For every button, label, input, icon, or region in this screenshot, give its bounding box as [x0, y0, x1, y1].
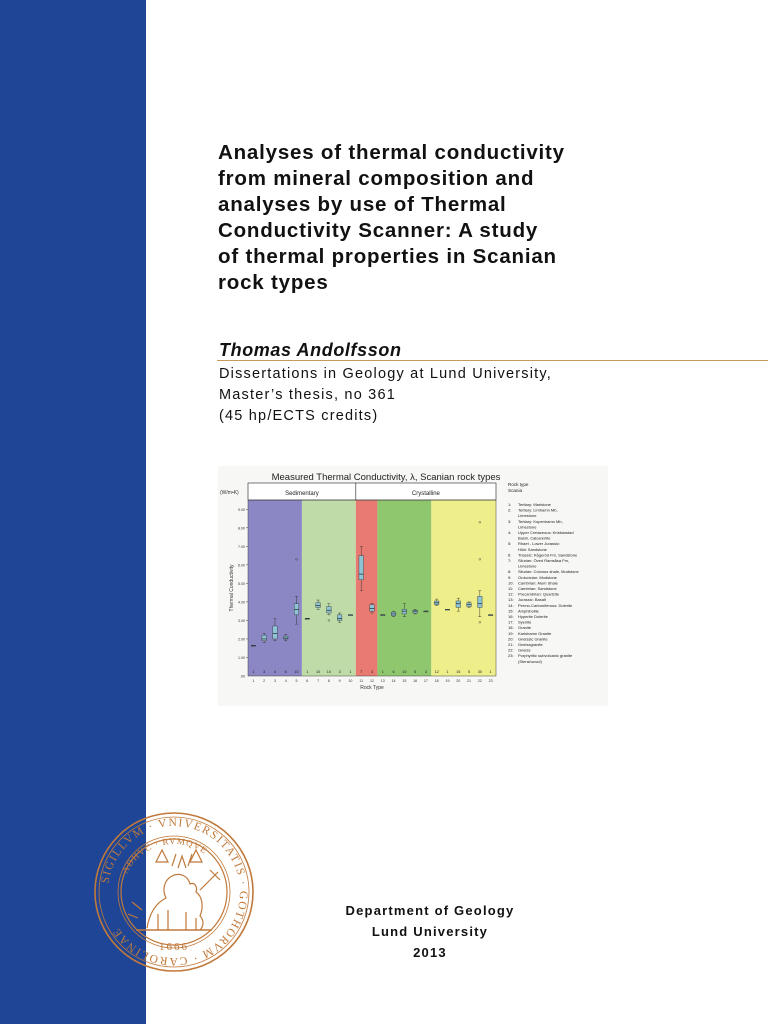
x-tick-label: 4 [284, 679, 287, 683]
box-iqr [316, 603, 321, 608]
chart-title: Measured Thermal Conductivity, λ, Scanian rock types [271, 472, 501, 483]
box-iqr [413, 610, 418, 613]
sample-count-label: 5 [467, 670, 471, 674]
x-tick-label: 18 [434, 679, 439, 683]
legend-entry: Amphibolite [518, 608, 539, 614]
rock-band [356, 500, 378, 676]
group-label: Sedimentary [285, 491, 319, 497]
legend-entry: Tertiary: Marlstone [518, 502, 551, 507]
x-tick-label: 13 [380, 679, 385, 683]
legend-key: 10: [508, 580, 514, 586]
x-tick-label: 21 [467, 679, 472, 683]
legend-entry: Cambrian: Sandstone [518, 586, 557, 591]
legend-key: 21: [508, 642, 514, 647]
sample-count-label: 1 [349, 670, 352, 674]
title-line: Conductivity Scanner: A study [218, 219, 539, 242]
sample-count-label: 3 [263, 670, 266, 674]
legend-key: 16: [508, 614, 514, 619]
legend-key: 4: [508, 530, 512, 535]
department-line: 2013 [413, 945, 447, 960]
x-tick-label: 17 [423, 679, 428, 683]
legend-key: 17: [508, 619, 514, 625]
series-line: Master’s thesis, no 361 [219, 387, 396, 403]
legend-key: 12: [508, 591, 514, 597]
rock-band [302, 500, 356, 676]
legend-key: 8: [508, 569, 512, 575]
sample-count-label: 1 [446, 670, 449, 674]
y-tick-label: 6.00 [238, 563, 245, 568]
y-tick-label: 8.00 [238, 526, 245, 531]
title-line: of thermal properties in Scanian [218, 245, 557, 268]
y-tick-label: 2.00 [238, 637, 245, 642]
legend-entry: Cambrian: Alum Shale [518, 580, 558, 586]
legend-entry: Tertiary: Limhamn Mb, [518, 507, 558, 513]
sample-count-label: 1 [252, 670, 255, 674]
series-info [219, 364, 552, 427]
department-block [320, 900, 540, 963]
x-tick-label: 1 [252, 679, 255, 683]
box-iqr [283, 636, 288, 639]
boxplot-chart [218, 466, 608, 706]
legend-title: Rock type [508, 482, 529, 487]
x-tick-label: 11 [359, 679, 364, 683]
lion-emblem-icon [128, 850, 220, 930]
thesis-title [218, 140, 638, 296]
box-iqr [337, 615, 342, 621]
legend-key: 13: [508, 597, 514, 603]
group-label: Crystalline [411, 491, 440, 497]
legend-entry: Silurian: Colonus shale, Mudstone [518, 569, 579, 575]
thermal-conductivity-figure [218, 466, 608, 706]
legend-entry: Höör Sandstone [518, 546, 547, 552]
title-line: from mineral composition and [218, 167, 535, 190]
title-line: Analyses of thermal conductivity [218, 141, 565, 164]
x-tick-label: 2 [263, 679, 266, 683]
box-iqr [359, 556, 364, 580]
box-iqr [273, 626, 278, 639]
x-tick-label: 22 [477, 679, 482, 683]
legend-entry: Gneiss [518, 647, 531, 653]
sample-count-label: 3 [370, 670, 374, 674]
sample-count-label: 10 [294, 670, 299, 674]
sample-count-label: 10 [315, 670, 321, 674]
box-iqr [402, 609, 407, 614]
y-tick-label: 3.00 [238, 618, 245, 623]
legend-key: 6: [508, 552, 512, 558]
x-tick-label: 16 [413, 679, 418, 683]
box-iqr [478, 596, 483, 607]
department-line: Department of Geology [345, 903, 515, 918]
sample-count-label: 1 [489, 670, 492, 674]
legend-entry: Precambrian: Quartzite [518, 591, 560, 597]
sample-count-label: 15 [456, 670, 461, 674]
x-tick-label: 3 [273, 679, 276, 683]
legend-key: 19: [508, 630, 514, 636]
rock-band [248, 500, 302, 676]
box-iqr [456, 601, 461, 607]
legend-entry: Triassic: Kågeröd Fm, Sandstone [518, 552, 578, 558]
legend-key: 11: [508, 586, 514, 591]
x-tick-label: 6 [306, 679, 309, 683]
legend-entry: Rhaet - Lower Jurassic: [518, 541, 561, 547]
legend-key: 23: [508, 653, 514, 659]
department-line: Lund University [371, 924, 489, 939]
legend-entry: Hyperite Dolerite [518, 614, 548, 619]
university-seal-icon [92, 810, 256, 974]
sample-count-label: 10 [402, 670, 407, 674]
x-axis-label: Rock Type [360, 685, 384, 691]
legend-entry: Jurassic: Basalt [518, 597, 547, 603]
legend-entry: Karlshamn Granite [518, 630, 552, 636]
sample-count-label: 10 [326, 670, 331, 674]
y-tick-label: .00 [240, 674, 245, 679]
seal-ring-text: SIGILLVM · VNIVERSITATIS · GOTHORVM · CAROLINAE [99, 816, 250, 968]
title-line: analyses by use of Thermal [218, 193, 507, 216]
y-tick-label: 5.00 [238, 581, 245, 586]
x-tick-label: 9 [338, 679, 341, 683]
legend-key: 18: [508, 625, 514, 631]
y-axis-label: Thermal Conductivity [229, 564, 235, 612]
y-tick-label: 9.00 [238, 507, 245, 512]
x-tick-label: 8 [327, 679, 330, 683]
sample-count-label: 7 [360, 670, 363, 674]
box-iqr [370, 605, 375, 611]
legend-entry: Porphyritic subvolcanic granite [518, 653, 573, 659]
legend-title: Scania [508, 488, 523, 493]
series-line: (45 hp/ECTS credits) [219, 408, 379, 424]
author-divider [217, 360, 768, 361]
legend-key: 20: [508, 636, 514, 642]
seal-inner-text: ADHVC · RVMQVE [119, 835, 210, 875]
sample-count-label: 5 [414, 670, 417, 674]
y-tick-label: 4.00 [238, 600, 245, 605]
sample-count-label: 30 [477, 670, 482, 674]
sample-count-label: 1 [381, 670, 384, 674]
legend-entry: Gneissgranite [518, 642, 543, 647]
legend-entry: Limestone [518, 563, 537, 569]
legend-entry: Limestone [518, 513, 537, 519]
x-tick-label: 7 [317, 679, 320, 683]
x-tick-label: 19 [445, 679, 450, 683]
legend-entry: Upper Cretaceous: Kristianstad [518, 530, 574, 535]
legend-entry: Ordovician: Mudstone [518, 574, 557, 580]
legend-key: 22: [508, 647, 514, 653]
sample-count-label: 4 [273, 670, 277, 674]
legend-entry: Silurian: Öved Ramsåsa Fm, [518, 558, 570, 563]
legend-entry: Gneissic Granite [518, 636, 548, 642]
legend-entry: Limestone [518, 524, 537, 530]
legend-entry: Granite [518, 625, 532, 631]
legend-entry: Basin, Calcarenite [518, 535, 551, 541]
rock-band [431, 500, 496, 676]
legend-key: 9: [508, 574, 512, 580]
sample-count-label: 3 [424, 670, 427, 674]
legend-key: 15: [508, 608, 514, 614]
x-tick-label: 14 [391, 679, 396, 683]
x-tick-label: 12 [370, 679, 374, 683]
x-tick-label: 5 [295, 679, 298, 683]
legend-key: 7: [508, 558, 512, 563]
legend-entry: (Stenshuvud) [518, 658, 542, 664]
rock-band [377, 500, 431, 676]
legend-key: 3: [508, 518, 512, 524]
x-tick-label: 10 [348, 679, 353, 683]
legend-key: 14: [508, 602, 514, 608]
x-tick-label: 23 [488, 679, 493, 683]
legend-entry: Permo-Carboniferous: Dolerite [518, 602, 573, 608]
y-unit-label: (W/m•K) [220, 490, 239, 496]
y-tick-label: 1.00 [238, 655, 245, 660]
series-line: Dissertations in Geology at Lund University, [219, 366, 552, 382]
seal-year: 1666 [159, 941, 189, 953]
x-tick-label: 20 [456, 679, 461, 683]
sample-count-label: 6 [392, 670, 395, 674]
y-tick-label: 7.00 [238, 544, 245, 549]
legend-key: 1: [508, 502, 512, 507]
x-tick-label: 15 [402, 679, 407, 683]
sample-count-label: 3 [338, 670, 341, 674]
author-name: Thomas Andolfsson [219, 340, 402, 360]
sample-count-label: 6 [284, 670, 287, 674]
box-iqr [327, 607, 332, 613]
title-line: rock types [218, 271, 329, 294]
legend-key: 2: [508, 507, 512, 513]
legend-entry: Syenite [518, 619, 532, 625]
sample-count-label: 1 [306, 670, 309, 674]
legend-entry: Tertiary: Kopenhamn Mb, [518, 518, 563, 524]
box-iqr [262, 635, 267, 641]
legend-key: 5: [508, 541, 512, 547]
sample-count-label: 12 [434, 670, 439, 674]
